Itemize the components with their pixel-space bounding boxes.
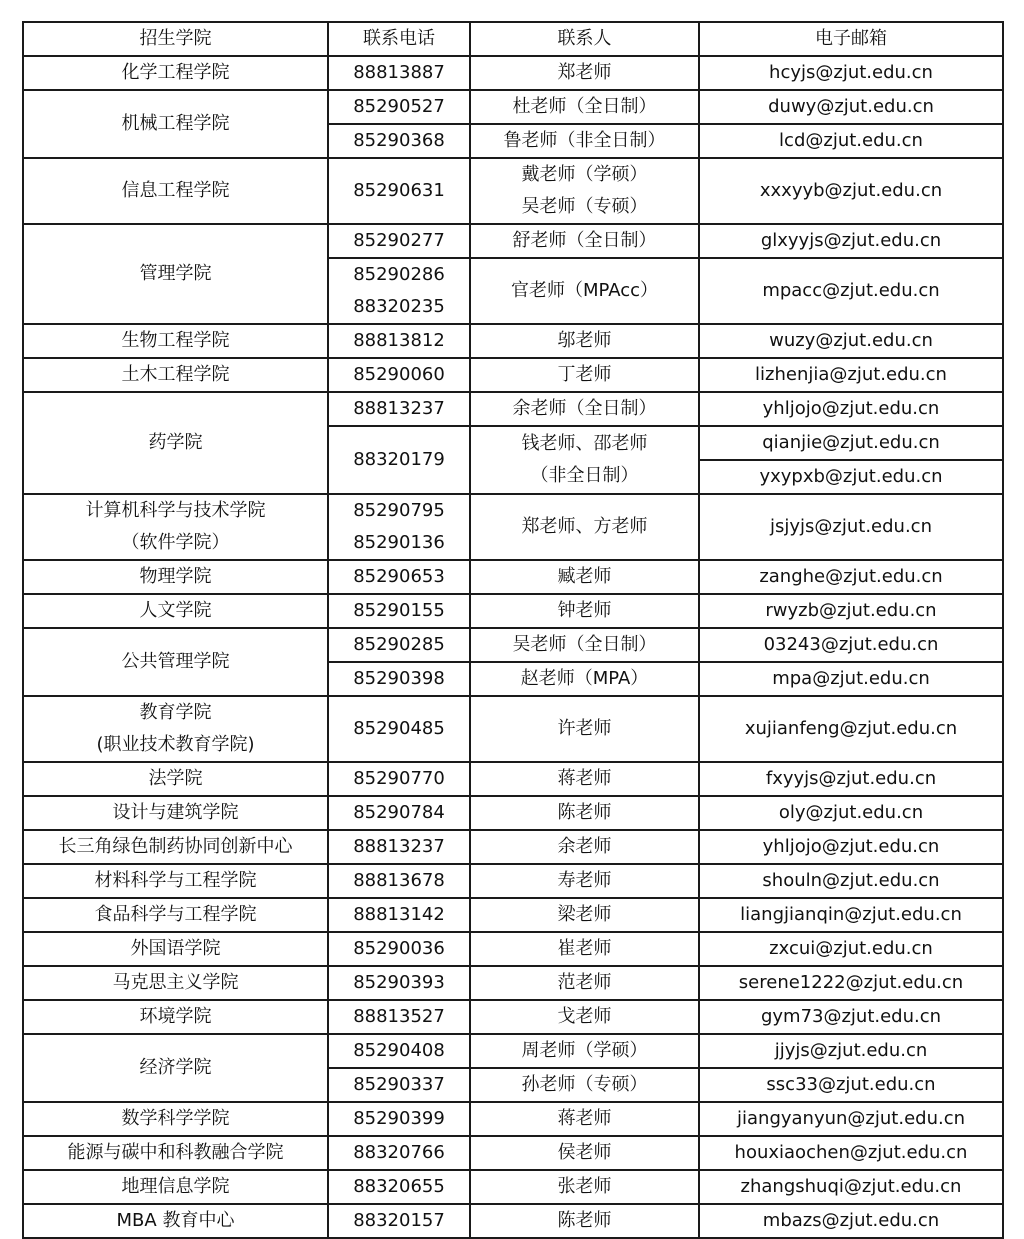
email-cell: lizhenjia@zjut.edu.cn [699, 358, 1003, 392]
college-cell: 材料科学与工程学院 [23, 864, 328, 898]
phone-line: 85290136 [353, 532, 445, 553]
phone-cell: 85290408 [328, 1034, 470, 1068]
email-cell: xxxyyb@zjut.edu.cn [699, 158, 1003, 224]
contact-table [22, 21, 1004, 1239]
email-cell: houxiaochen@zjut.edu.cn [699, 1136, 1003, 1170]
college-cell: 生物工程学院 [23, 324, 328, 358]
email-cell: shouln@zjut.edu.cn [699, 864, 1003, 898]
phone-cell: 85290770 [328, 762, 470, 796]
contact-cell: 邬老师 [470, 324, 699, 358]
contact-cell: 官老师（MPAcc） [470, 258, 699, 324]
phone-cell: 88813678 [328, 864, 470, 898]
college-cell: 长三角绿色制药协同创新中心 [23, 830, 328, 864]
contact-cell: 寿老师 [470, 864, 699, 898]
phone-cell: 85290398 [328, 662, 470, 696]
college-cell: 药学院 [23, 392, 328, 494]
contact-line: （非全日制） [530, 465, 639, 486]
phone-cell: 85290337 [328, 1068, 470, 1102]
table-row [23, 796, 1003, 830]
college-cell: 地理信息学院 [23, 1170, 328, 1204]
contact-line: 钱老师、邵老师 [521, 433, 648, 454]
phone-cell: 85290060 [328, 358, 470, 392]
college-line: 教育学院 [139, 702, 212, 723]
contact-cell: 杜老师（全日制） [470, 90, 699, 124]
contact-cell: 吴老师（全日制） [470, 628, 699, 662]
college-cell: 马克思主义学院 [23, 966, 328, 1000]
email-cell: yxypxb@zjut.edu.cn [699, 460, 1003, 494]
table-row [23, 1204, 1003, 1238]
phone-cell: 88813142 [328, 898, 470, 932]
phone-cell: 88813527 [328, 1000, 470, 1034]
table-row [23, 932, 1003, 966]
contact-cell: 余老师 [470, 830, 699, 864]
header-phone: 联系电话 [328, 22, 470, 56]
college-cell: 经济学院 [23, 1034, 328, 1102]
contact-cell: 余老师（全日制） [470, 392, 699, 426]
college-cell: 食品科学与工程学院 [23, 898, 328, 932]
table-row [23, 224, 1003, 258]
header-contact: 联系人 [470, 22, 699, 56]
college-cell: 管理学院 [23, 224, 328, 324]
college-cell: 数学科学学院 [23, 1102, 328, 1136]
email-cell: mpa@zjut.edu.cn [699, 662, 1003, 696]
phone-cell: 85290784 [328, 796, 470, 830]
contact-cell: 钟老师 [470, 594, 699, 628]
college-cell [23, 696, 328, 762]
email-cell: fxyyjs@zjut.edu.cn [699, 762, 1003, 796]
phone-cell: 85290036 [328, 932, 470, 966]
table-row [23, 898, 1003, 932]
email-cell: xujianfeng@zjut.edu.cn [699, 696, 1003, 762]
table-row [23, 1136, 1003, 1170]
college-cell: 环境学院 [23, 1000, 328, 1034]
email-cell: liangjianqin@zjut.edu.cn [699, 898, 1003, 932]
college-cell: 能源与碳中和科教融合学院 [23, 1136, 328, 1170]
table-row [23, 696, 1003, 762]
college-line: （软件学院） [121, 532, 230, 553]
email-cell: oly@zjut.edu.cn [699, 796, 1003, 830]
table-row [23, 560, 1003, 594]
college-cell: 信息工程学院 [23, 158, 328, 224]
college-cell: 土木工程学院 [23, 358, 328, 392]
table-row [23, 966, 1003, 1000]
contact-cell: 孙老师（专硕） [470, 1068, 699, 1102]
email-cell: jsjyjs@zjut.edu.cn [699, 494, 1003, 560]
email-cell: lcd@zjut.edu.cn [699, 124, 1003, 158]
email-cell: yhljojo@zjut.edu.cn [699, 392, 1003, 426]
email-cell: qianjie@zjut.edu.cn [699, 426, 1003, 460]
header-email: 电子邮箱 [699, 22, 1003, 56]
contact-cell [470, 158, 699, 224]
contact-cell: 张老师 [470, 1170, 699, 1204]
college-cell: 人文学院 [23, 594, 328, 628]
table-row [23, 324, 1003, 358]
email-cell: mpacc@zjut.edu.cn [699, 258, 1003, 324]
contact-cell: 舒老师（全日制） [470, 224, 699, 258]
contact-cell: 丁老师 [470, 358, 699, 392]
phone-line: 85290795 [353, 500, 445, 521]
contact-cell: 鲁老师（非全日制） [470, 124, 699, 158]
phone-cell: 85290155 [328, 594, 470, 628]
college-cell: MBA 教育中心 [23, 1204, 328, 1238]
email-cell: wuzy@zjut.edu.cn [699, 324, 1003, 358]
college-cell: 外国语学院 [23, 932, 328, 966]
table-row [23, 494, 1003, 560]
contact-cell: 许老师 [470, 696, 699, 762]
contact-cell: 郑老师、方老师 [470, 494, 699, 560]
contact-cell: 赵老师（MPA） [470, 662, 699, 696]
college-line: (职业技术教育学院) [96, 734, 255, 755]
contact-cell: 蒋老师 [470, 1102, 699, 1136]
email-cell: mbazs@zjut.edu.cn [699, 1204, 1003, 1238]
college-cell: 法学院 [23, 762, 328, 796]
phone-cell [328, 494, 470, 560]
contact-cell: 戈老师 [470, 1000, 699, 1034]
phone-cell: 85290285 [328, 628, 470, 662]
table-row [23, 762, 1003, 796]
college-cell: 化学工程学院 [23, 56, 328, 90]
table-row [23, 56, 1003, 90]
email-cell: yhljojo@zjut.edu.cn [699, 830, 1003, 864]
phone-cell: 85290631 [328, 158, 470, 224]
contact-cell: 蒋老师 [470, 762, 699, 796]
table-row [23, 358, 1003, 392]
phone-cell: 85290277 [328, 224, 470, 258]
email-cell: gym73@zjut.edu.cn [699, 1000, 1003, 1034]
table-row [23, 830, 1003, 864]
phone-cell: 88320766 [328, 1136, 470, 1170]
contact-cell [470, 426, 699, 494]
table-row [23, 392, 1003, 426]
contact-cell: 周老师（学硕） [470, 1034, 699, 1068]
contact-cell: 侯老师 [470, 1136, 699, 1170]
college-line: 计算机科学与技术学院 [85, 500, 266, 521]
phone-cell: 88813237 [328, 830, 470, 864]
email-cell: zhangshuqi@zjut.edu.cn [699, 1170, 1003, 1204]
phone-cell: 88813237 [328, 392, 470, 426]
email-cell: jiangyanyun@zjut.edu.cn [699, 1102, 1003, 1136]
email-cell: serene1222@zjut.edu.cn [699, 966, 1003, 1000]
phone-cell: 85290527 [328, 90, 470, 124]
contact-cell: 崔老师 [470, 932, 699, 966]
college-cell: 公共管理学院 [23, 628, 328, 696]
contact-cell: 臧老师 [470, 560, 699, 594]
table-row [23, 1000, 1003, 1034]
header-college: 招生学院 [23, 22, 328, 56]
table-row [23, 1102, 1003, 1136]
college-cell: 物理学院 [23, 560, 328, 594]
phone-cell: 88813812 [328, 324, 470, 358]
contact-line: 吴老师（专硕） [521, 196, 648, 217]
table-row [23, 1034, 1003, 1068]
phone-cell: 88320179 [328, 426, 470, 494]
phone-cell: 85290399 [328, 1102, 470, 1136]
email-cell: duwy@zjut.edu.cn [699, 90, 1003, 124]
college-cell [23, 494, 328, 560]
college-cell: 设计与建筑学院 [23, 796, 328, 830]
table-row [23, 158, 1003, 224]
table-row [23, 628, 1003, 662]
email-cell: ssc33@zjut.edu.cn [699, 1068, 1003, 1102]
email-cell: rwyzb@zjut.edu.cn [699, 594, 1003, 628]
phone-cell: 88320157 [328, 1204, 470, 1238]
contact-cell: 陈老师 [470, 1204, 699, 1238]
table-row [23, 864, 1003, 898]
email-cell: hcyjs@zjut.edu.cn [699, 56, 1003, 90]
email-cell: 03243@zjut.edu.cn [699, 628, 1003, 662]
email-cell: glxyyjs@zjut.edu.cn [699, 224, 1003, 258]
contact-cell: 陈老师 [470, 796, 699, 830]
phone-cell: 85290368 [328, 124, 470, 158]
email-cell: jjyjs@zjut.edu.cn [699, 1034, 1003, 1068]
table-row [23, 1170, 1003, 1204]
phone-cell: 85290653 [328, 560, 470, 594]
phone-cell: 88320655 [328, 1170, 470, 1204]
header-row [23, 22, 1003, 56]
contact-cell: 郑老师 [470, 56, 699, 90]
email-cell: zxcui@zjut.edu.cn [699, 932, 1003, 966]
phone-line: 85290286 [353, 264, 445, 285]
phone-cell: 88813887 [328, 56, 470, 90]
phone-cell: 85290485 [328, 696, 470, 762]
contact-cell: 梁老师 [470, 898, 699, 932]
phone-cell: 85290393 [328, 966, 470, 1000]
contact-cell: 范老师 [470, 966, 699, 1000]
table-row [23, 90, 1003, 124]
phone-cell [328, 258, 470, 324]
phone-line: 88320235 [353, 296, 445, 317]
contact-line: 戴老师（学硕） [521, 164, 648, 185]
table-row [23, 594, 1003, 628]
college-cell: 机械工程学院 [23, 90, 328, 158]
email-cell: zanghe@zjut.edu.cn [699, 560, 1003, 594]
